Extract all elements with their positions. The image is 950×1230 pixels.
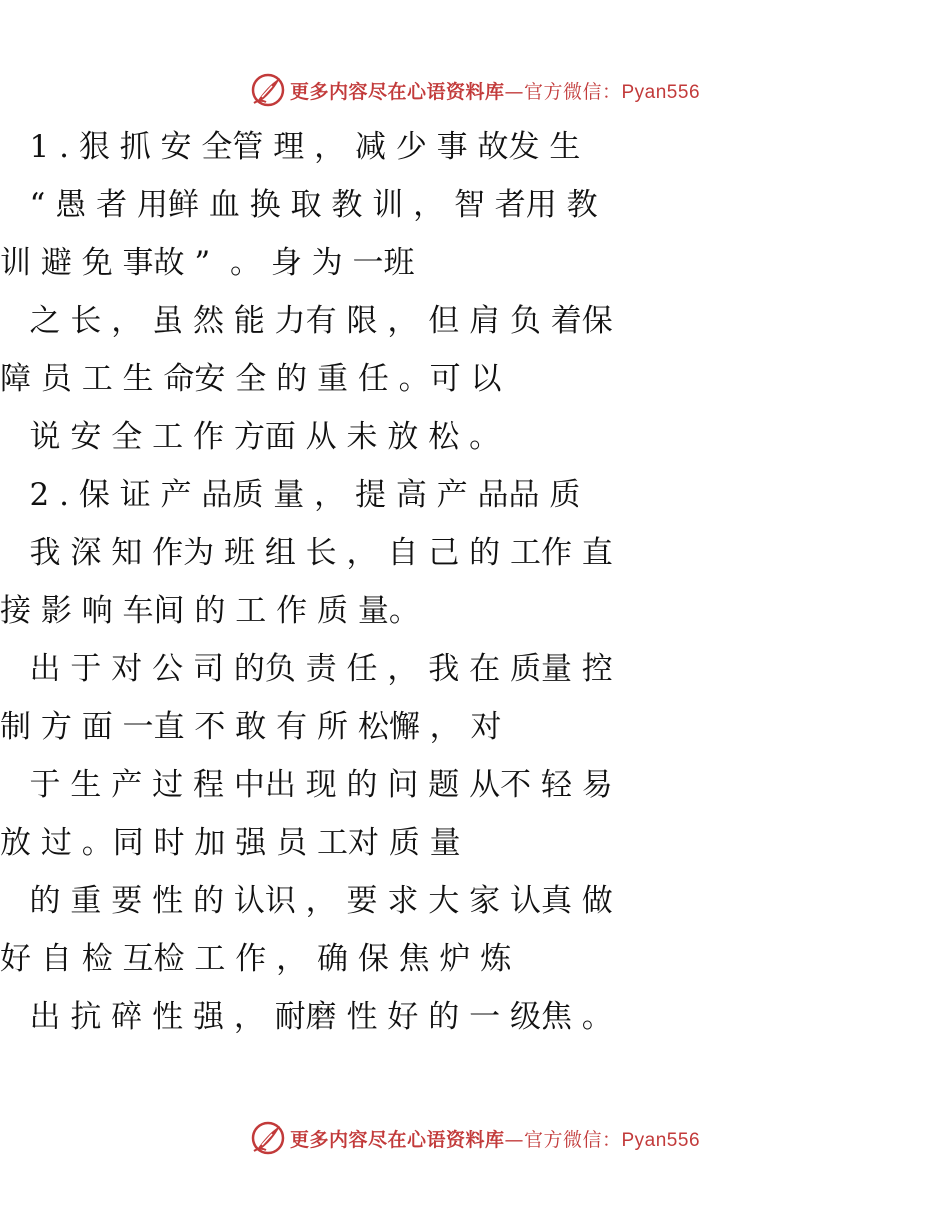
body-line: 训 避 免 事故 ” 。 身 为 一班 xyxy=(0,245,415,281)
quill-pen-logo-icon xyxy=(250,72,286,108)
wechat-id: Pyan556 xyxy=(621,81,701,103)
body-line: 好 自 检 互检 工 作 ， 确 保 焦 炉 炼 xyxy=(0,941,512,977)
body-line: 我 深 知 作为 班 组 长 ， 自 己 的 工作 直 xyxy=(0,535,613,571)
body-line: 之 长 ， 虽 然 能 力有 限 ， 但 肩 负 着保 xyxy=(0,303,613,339)
quill-pen-logo-icon xyxy=(250,1120,286,1156)
body-line: 障 员 工 生 命安 全 的 重 任 。可 以 xyxy=(0,361,502,397)
body-line: 1 . 狠 抓 安 全管 理 ， 减 少 事 故发 生 xyxy=(0,129,581,165)
footer-text xyxy=(290,1125,700,1152)
body-line: 放 过 。同 时 加 强 员 工对 质 量 xyxy=(0,825,461,861)
brand-text: 更多内容尽在心语资料库 xyxy=(289,80,505,103)
separator: — xyxy=(504,80,524,103)
body-line: 说 安 全 工 作 方面 从 未 放 松 。 xyxy=(0,419,501,455)
body-line: 出 于 对 公 司 的负 责 任 ， 我 在 质量 控 xyxy=(0,651,613,687)
wechat-id: Pyan556 xyxy=(621,1129,701,1151)
wechat-label: 官方微信： xyxy=(523,1128,622,1151)
header-text xyxy=(290,77,700,104)
body-line: 接 影 响 车间 的 工 作 质 量。 xyxy=(0,593,420,629)
footer-banner xyxy=(0,1118,950,1158)
body-line: 的 重 要 性 的 认识 ， 要 求 大 家 认真 做 xyxy=(0,883,613,919)
body-line: “ 愚 者 用鲜 血 换 取 教 训 ， 智 者用 教 xyxy=(0,187,598,223)
separator: — xyxy=(504,1128,524,1151)
header-banner xyxy=(0,70,950,110)
body-line: 制 方 面 一直 不 敢 有 所 松懈 ， 对 xyxy=(0,709,502,745)
body-line: 2 . 保 证 产 品质 量 ， 提 高 产 品品 质 xyxy=(0,477,581,513)
brand-text: 更多内容尽在心语资料库 xyxy=(289,1128,505,1151)
body-line: 于 生 产 过 程 中出 现 的 问 题 从不 轻 易 xyxy=(0,767,613,803)
wechat-label: 官方微信： xyxy=(523,80,622,103)
body-line: 出 抗 碎 性 强 ， 耐磨 性 好 的 一 级焦 。 xyxy=(0,999,613,1035)
